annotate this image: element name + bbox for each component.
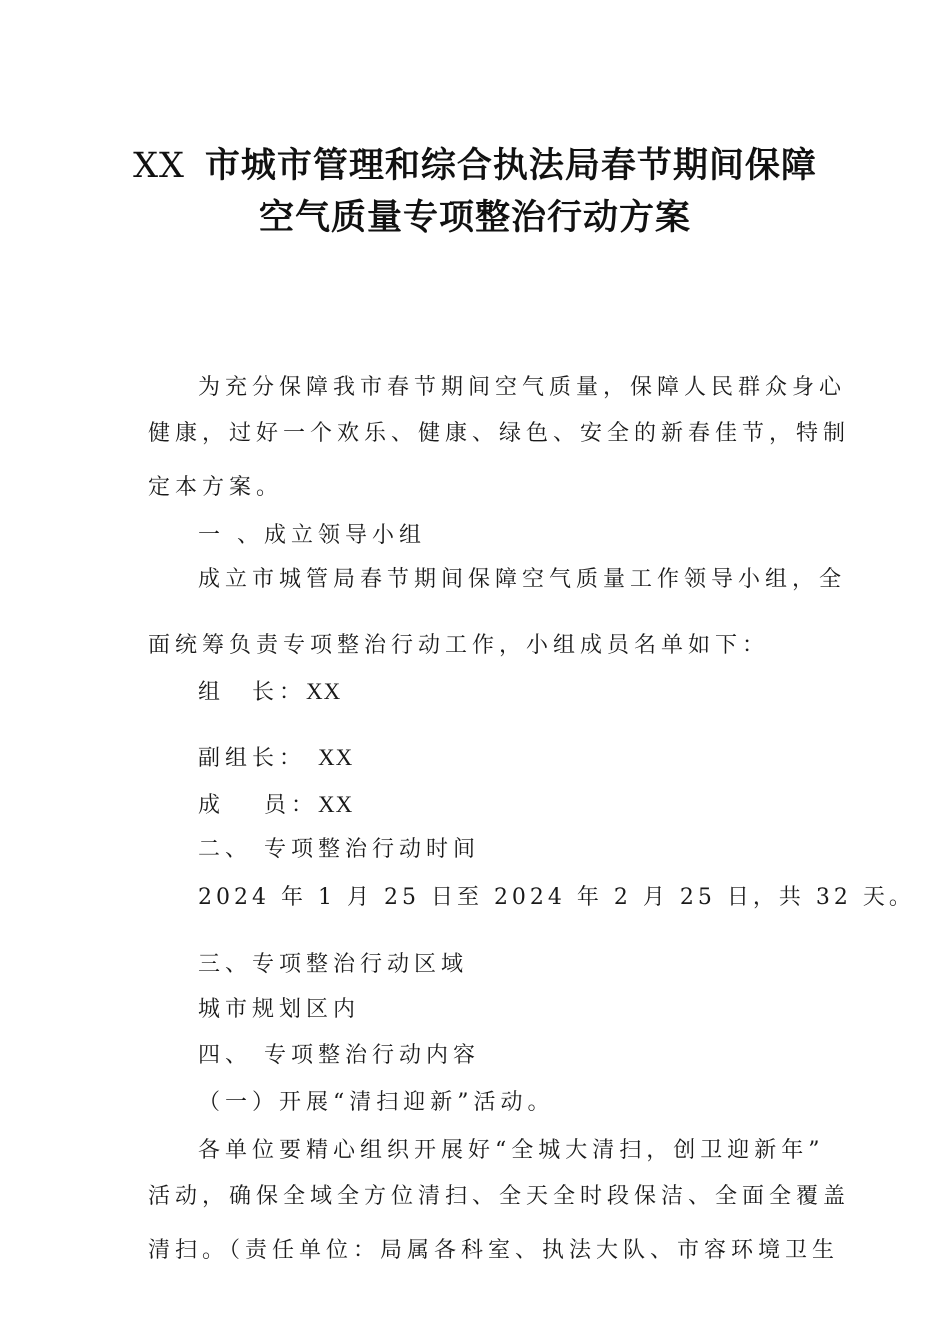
section4-heading: 四、 专项整治行动内容 (198, 1043, 480, 1068)
section1-heading: 一 、成立领导小组 (198, 523, 426, 548)
roster-leader (198, 675, 341, 706)
roster-deputy-value: XX (318, 745, 354, 770)
section1-body-line-1: 成立市城管局春节期间保障空气质量工作领导小组，全 (198, 567, 847, 592)
title-line1-text: 市城市管理和综合执法局春节期间保障 (204, 146, 817, 186)
section2-body: 2024 年 1 月 25 日至 2024 年 2 月 25 日，共 32 天。 (198, 885, 915, 910)
section4-sub1-heading: （一）开展“清扫迎新”活动。 (198, 1090, 555, 1115)
intro-line-1: 为充分保障我市春节期间空气质量，保障人民群众身心 (198, 375, 847, 400)
title-prefix: XX (133, 146, 185, 186)
section4-body-line-2: 活动，确保全域全方位清扫、全天全时段保洁、全面全覆盖 (148, 1184, 851, 1209)
roster-deputy (198, 741, 353, 772)
section1-body-line-2: 面统筹负责专项整治行动工作，小组成员名单如下： (148, 633, 770, 658)
document-title-line1 (0, 138, 950, 188)
roster-leader-value: XX (306, 679, 342, 704)
section2-heading: 二、 专项整治行动时间 (198, 837, 480, 862)
roster-members (198, 788, 353, 819)
roster-leader-label: 组 长： (198, 680, 307, 705)
roster-members-label: 成 员： (198, 793, 318, 818)
roster-deputy-label: 副组长： (198, 746, 307, 771)
roster-members-value: XX (318, 792, 354, 817)
intro-line-3: 定本方案。 (148, 475, 284, 500)
section4-body-line-3: 清扫。（责任单位：局属各科室、执法大队、市容环境卫生 (148, 1238, 840, 1263)
document-title-line2: 空气质量专项整治行动方案 (258, 198, 691, 238)
section3-body: 城市规划区内 (198, 997, 361, 1022)
section4-body-line-1: 各单位要精心组织开展好“全城大清扫，创卫迎新年” (198, 1138, 825, 1163)
section3-heading: 三、专项整治行动区域 (198, 952, 469, 977)
intro-line-2: 健康，过好一个欢乐、健康、绿色、安全的新春佳节，特制 (148, 421, 851, 446)
